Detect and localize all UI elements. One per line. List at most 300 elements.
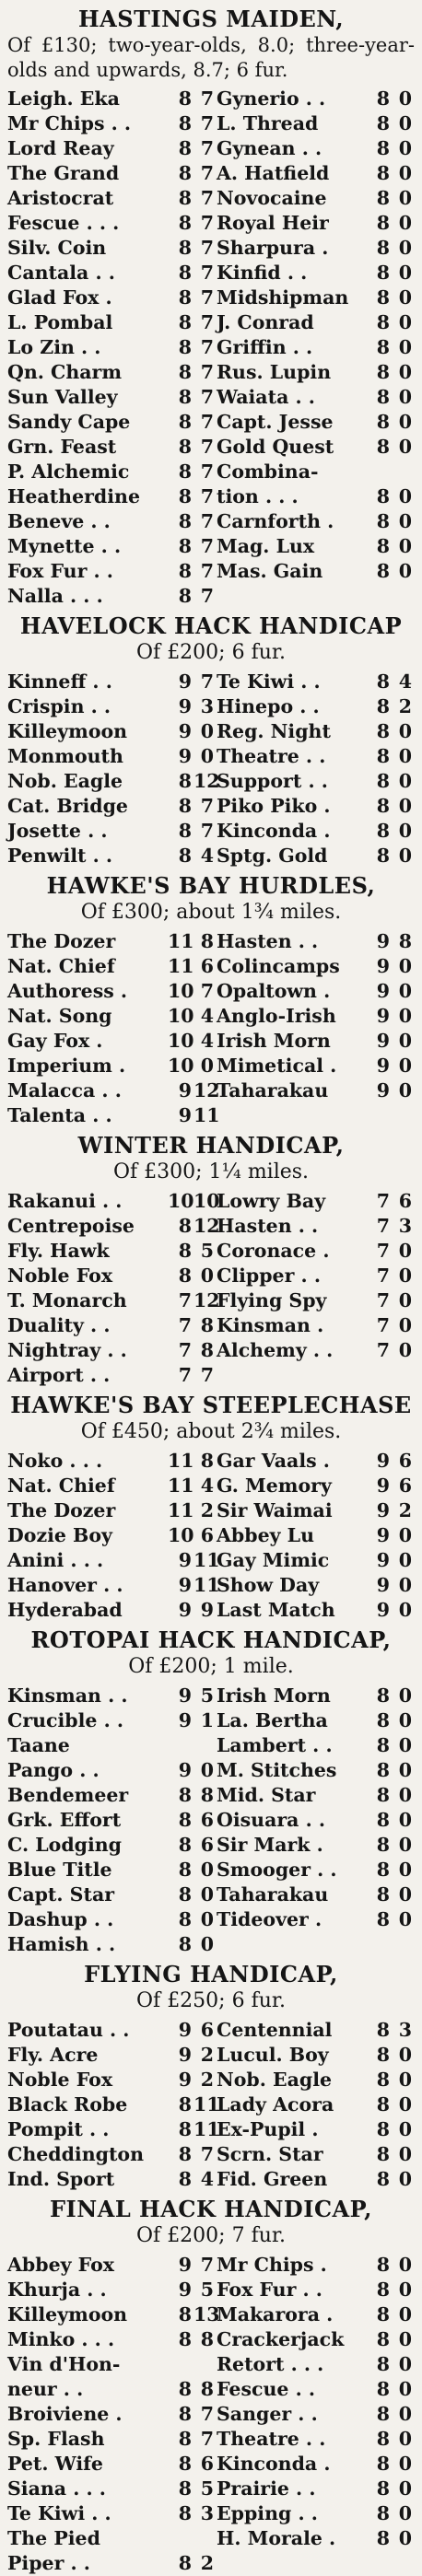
horse-entry [0,484,214,509]
weight-stone: 7 [178,1289,192,1311]
horse-name: Carnforth . [217,510,334,532]
horse-entry [211,1598,422,1623]
horse-name: Bendemeer [7,1784,129,1806]
horse-name: Aristocrat [7,187,114,209]
horse-entry [211,211,422,236]
weight-pounds: 6 [398,1450,412,1472]
horse-name: The Pied [7,2527,100,2549]
weight-pounds: 0 [398,386,412,408]
weight-stone: 8 [178,187,192,209]
horse-entry [211,1029,422,1054]
weight-stone: 8 [178,162,192,184]
horse-entry [0,1523,214,1548]
horse-entry [0,1548,220,1573]
horse-name: M. Stitches [217,1759,337,1781]
weight-stone: 8 [376,2279,390,2301]
horse-name: Pompit . . [7,2118,110,2140]
weight-stone: 9 [376,1450,390,1472]
weight-pounds: 0 [398,1709,412,1731]
horse-entry [0,1313,214,1338]
horse-name: Lady Acora [217,2093,334,2116]
horse-entry [0,1288,220,1313]
horse-name: Alchemy . . [217,1339,334,1361]
horse-name: J. Conrad [217,311,314,333]
weight-stone: 8 [178,2303,192,2325]
horse-name: The Grand [7,162,120,184]
horse-entry [211,2142,422,2167]
horse-entry [211,1054,422,1078]
weight-stone: 8 [178,2453,192,2475]
weight-stone: 9 [376,1549,390,1571]
horse-name: Authoress . [7,980,128,1002]
weight-pounds: 7 [200,2254,214,2276]
horse-name: Fescue . . [217,2378,315,2400]
horse-name: Irish Morn [217,1684,331,1707]
entries-list [0,1684,422,1957]
weight-stone: 8 [178,112,192,134]
horse-entry [211,161,422,186]
weight-pounds: 8 [200,1450,214,1472]
horse-entry [211,1833,422,1858]
weight-pounds: 3 [200,2502,214,2524]
weight-stone: 9 [178,2044,192,2066]
horse-name: C. Lodging [7,1834,123,1856]
horse-name: Mas. Gain [217,560,323,582]
weight-pounds: 0 [398,1859,412,1881]
horse-name: Crucible . . [7,1709,124,1731]
horse-name: La. Bertha [217,1709,328,1731]
horse-name: Capt. Jesse [217,411,334,433]
horse-entry [0,435,214,460]
weight-stone: 9 [178,1104,192,1126]
weight-pounds: 7 [200,485,214,507]
weight-stone: 10 [168,980,194,1002]
horse-name: neur . . [7,2378,84,2400]
horse-name: Imperium . [7,1055,126,1077]
horse-name: Hasten . . [217,1215,319,1237]
weight-stone: 8 [376,2118,390,2140]
horse-entry [0,1708,214,1733]
horse-entry [211,1523,422,1548]
weight-pounds: 7 [200,411,214,433]
horse-entry [0,460,214,484]
horse-entry [211,1363,422,1388]
weight-stone: 8 [178,336,192,358]
weight-pounds: 0 [398,2353,412,2375]
horse-entry [0,1189,220,1214]
weight-stone: 9 [376,1474,390,1497]
weight-stone: 8 [178,1859,192,1881]
horse-entry [211,136,422,161]
horse-name: Mag. Lux [217,535,315,557]
horse-entry [211,435,422,460]
weight-stone: 7 [376,1190,390,1212]
weight-stone: 8 [376,1759,390,1781]
weight-stone: 7 [376,1215,390,1237]
horse-name: Last Match [217,1599,335,1621]
weight-stone: 7 [376,1314,390,1336]
weight-stone: 8 [376,162,390,184]
weight-pounds: 7 [200,1364,214,1386]
horse-entry [0,1498,214,1523]
horse-name: Ex-Pupil . [217,2118,319,2140]
horse-name: Capt. Star [7,1883,115,1906]
weight-stone: 9 [178,1574,192,1596]
horse-entry [0,979,214,1004]
weight-stone: 8 [376,2328,390,2350]
weight-pounds: 8 [200,1314,214,1336]
weight-stone: 8 [376,1834,390,1856]
horse-name: Oisuara . . [217,1809,326,1831]
weight-stone: 8 [178,2477,192,2500]
horse-name: Anglo-Irish [217,1005,336,1027]
entries-list [0,87,422,609]
weight-pounds: 4 [398,670,412,693]
horse-entry [0,1103,220,1128]
weight-stone: 8 [376,2168,390,2190]
horse-entry [211,310,422,335]
weight-pounds: 7 [200,237,214,259]
horse-name: Cat. Bridge [7,795,128,817]
horse-entry [211,111,422,136]
horse-entry [211,410,422,435]
horse-name: Epping . . [217,2502,318,2524]
horse-entry [211,186,422,211]
horse-name: Support . . [217,770,328,792]
weight-pounds: 4 [200,1474,214,1497]
horse-name: Midshipman [217,286,349,309]
weight-stone: 8 [376,311,390,333]
weight-pounds: 0 [398,1759,412,1781]
weight-stone: 9 [376,1524,390,1546]
weight-stone: 8 [376,2428,390,2450]
weight-stone: 8 [178,1265,192,1287]
weight-pounds: 11 [193,2118,220,2140]
horse-entry [211,534,422,559]
weight-pounds: 0 [398,87,412,110]
horse-entry [0,1733,211,1758]
horse-name: Talenta . . [7,1104,112,1126]
horse-entry [0,584,214,609]
horse-name: Te Kiwi . . [7,2502,111,2524]
weight-stone: 8 [178,1834,192,1856]
weight-pounds: 0 [398,137,412,159]
horse-entry [0,286,214,310]
weight-pounds: 6 [398,1474,412,1497]
weight-pounds: 0 [398,237,412,259]
horse-name: Kinsman . [217,1314,324,1336]
weight-pounds: 0 [200,1883,214,1906]
weight-pounds: 2 [398,1499,412,1521]
weight-pounds: 2 [200,2044,214,2066]
horse-name: Hasten . . [217,930,319,952]
horse-entry [0,1054,214,1078]
weight-stone: 8 [178,2378,192,2400]
weight-stone: 10 [168,1030,194,1052]
horse-entry [211,286,422,310]
horse-entry [0,87,214,111]
weight-stone: 8 [178,237,192,259]
weight-pounds: 12 [193,1079,220,1102]
weight-pounds: 0 [398,2279,412,2301]
horse-name: Pango . . [7,1759,100,1781]
weight-pounds: 7 [200,820,214,842]
horse-entry [0,1474,214,1498]
weight-stone: 9 [376,1599,390,1621]
horse-entry [0,1858,214,1882]
horse-entry [0,2278,214,2302]
weight-stone: 8 [376,820,390,842]
weight-stone: 7 [376,1240,390,1262]
horse-name: Show Day [217,1574,320,1596]
horse-entry [0,1214,220,1239]
horse-name: Lambert . . [217,1734,333,1756]
weight-stone: 9 [178,1079,192,1102]
weight-pounds: 0 [398,1265,412,1287]
horse-name: Taharakau [217,1883,329,1906]
weight-pounds: 0 [398,1574,412,1596]
horse-entry [211,694,422,719]
horse-name: Noko . . . [7,1450,103,1472]
horse-name: Silv. Coin [7,237,107,259]
horse-entry [0,1907,214,1932]
horse-name: Rakanui . . [7,1190,123,1212]
weight-stone: 9 [178,745,192,767]
weight-pounds: 0 [398,411,412,433]
weight-stone: 8 [376,1809,390,1831]
weight-stone: 8 [178,2118,192,2140]
horse-name: Lucul. Boy [217,2044,329,2066]
weight-pounds: 0 [398,1883,412,1906]
weight-stone: 8 [376,485,390,507]
horse-name: Beneve . . [7,510,111,532]
horse-entry [0,136,214,161]
weight-pounds: 5 [200,2279,214,2301]
weight-stone: 8 [178,2428,192,2450]
horse-entry [211,2501,422,2526]
horse-name: P. Alchemic [7,460,130,483]
horse-entry [211,2092,422,2117]
horse-entry [0,2526,211,2551]
race-conditions: Of £300; about 1¾ miles. [80,901,342,924]
weight-stone: 8 [178,795,192,817]
horse-name: Penwilt . . [7,845,113,867]
horse-name: Grk. Effort [7,1809,122,1831]
weight-pounds: 7 [200,112,214,134]
entries-list [0,929,422,1128]
weight-pounds: 0 [398,1599,412,1621]
horse-name: Hanover . . [7,1574,123,1596]
horse-entry [211,335,422,360]
weight-pounds: 0 [398,1339,412,1361]
horse-entry [211,1214,422,1239]
weight-pounds: 7 [200,162,214,184]
weight-pounds: 7 [200,535,214,557]
horse-entry [211,954,422,979]
weight-pounds: 0 [398,1908,412,1930]
horse-name: Smooger . . [217,1859,337,1881]
horse-name: Poutatau . . [7,2019,130,2041]
horse-entry [211,2278,422,2302]
horse-entry [211,1004,422,1029]
horse-entry [211,460,422,484]
weight-pounds: 0 [398,212,412,234]
horse-entry [211,670,422,694]
race-title: FINAL HACK HANDICAP, [50,2196,372,2222]
weight-pounds: 0 [398,187,412,209]
horse-entry [211,794,422,819]
weight-stone: 8 [376,670,390,693]
horse-entry [0,1932,214,1957]
horse-name: Cheddington [7,2143,145,2165]
weight-pounds: 7 [200,212,214,234]
horse-entry [0,2018,214,2043]
horse-entry [211,385,422,410]
weight-pounds: 2 [200,1499,214,1521]
horse-name: Minko . . . [7,2328,115,2350]
horse-entry [211,2117,422,2142]
weight-stone: 8 [178,1908,192,1930]
weight-pounds: 6 [398,1190,412,1212]
horse-entry [0,2352,211,2377]
weight-pounds: 11 [193,2093,220,2116]
horse-entry [0,211,214,236]
weight-stone: 11 [168,1450,194,1472]
horse-name: Mimetical . [217,1055,337,1077]
weight-pounds: 7 [200,137,214,159]
weight-stone: 8 [376,2303,390,2325]
horse-name: Ind. Sport [7,2168,115,2190]
weight-pounds: 0 [398,2069,412,2091]
weight-pounds: 7 [200,286,214,309]
horse-entry [211,1498,422,1523]
horse-entry [0,769,220,794]
horse-name: Nob. Eagle [217,2069,333,2091]
horse-name: Prairie . . [217,2477,316,2500]
horse-name: Tideover . [217,1908,322,1930]
horse-entry [211,2068,422,2092]
weight-pounds: 1 [200,1709,214,1731]
race-title: HAWKE'S BAY HURDLES, [46,872,376,899]
horse-entry [0,509,214,534]
horse-name: Airport . . [7,1364,111,1386]
horse-entry [211,360,422,385]
race-conditions: Of £300; 1¼ miles. [112,1160,310,1183]
weight-stone: 9 [178,670,192,693]
horse-name: Grn. Feast [7,436,117,458]
weight-pounds: 8 [200,2378,214,2400]
horse-name: Flying Spy [217,1289,327,1311]
horse-entry [0,1684,214,1708]
horse-name: Sharpura . [217,237,329,259]
weight-stone: 8 [376,745,390,767]
entries-list [0,670,422,868]
race-conditions: Of £200; 1 mile. [128,1655,294,1678]
horse-name: Crackerjack [217,2328,345,2350]
horse-entry [211,2018,422,2043]
race-section [0,874,422,1128]
horse-entry [211,1783,422,1808]
weight-pounds: 0 [398,112,412,134]
horse-entry [0,2092,220,2117]
weight-stone: 8 [178,436,192,458]
horse-name: Fox Fur . . [7,560,113,582]
horse-entry [0,1363,214,1388]
weight-pounds: 7 [200,460,214,483]
horse-name: Clipper . . [217,1265,321,1287]
horse-name: Combina- [217,460,319,483]
weight-stone: 8 [376,1734,390,1756]
horse-entry [211,2526,422,2551]
horse-name: T. Monarch [7,1289,127,1311]
horse-name: Kinsman . . [7,1684,128,1707]
weight-pounds: 0 [398,2143,412,2165]
weight-stone: 8 [376,237,390,259]
weight-stone: 8 [178,845,192,867]
horse-entry [211,1078,422,1103]
horse-name: Sir Mark . [217,1834,323,1856]
weight-stone: 8 [376,386,390,408]
race-section [0,1963,422,2192]
weight-pounds: 3 [200,695,214,717]
horse-entry [0,2477,214,2501]
weight-stone: 9 [178,2069,192,2091]
weight-pounds: 7 [200,510,214,532]
horse-entry [211,2253,422,2278]
weight-pounds: 7 [200,87,214,110]
weight-stone: 8 [376,187,390,209]
race-title: ROTOPAI HACK HANDICAP, [30,1626,392,1653]
weight-pounds: 0 [398,162,412,184]
horse-entry [211,1708,422,1733]
horse-name: Abbey Lu [217,1524,314,1546]
horse-entry [211,236,422,261]
weight-pounds: 0 [398,2502,412,2524]
weight-stone: 8 [178,411,192,433]
weight-pounds: 7 [200,436,214,458]
horse-name: Noble Fox [7,1265,113,1287]
weight-stone: 8 [178,2143,192,2165]
horse-entry [211,2402,422,2427]
horse-entry [0,2402,214,2427]
horse-entry [211,1907,422,1932]
horse-entry [0,310,214,335]
horse-entry [0,1264,214,1288]
race-section [0,2197,422,2576]
weight-stone: 8 [376,845,390,867]
weight-pounds: 7 [200,560,214,582]
horse-name: Cantala . . [7,262,115,284]
horse-entry [211,2427,422,2452]
weight-pounds: 0 [398,1684,412,1707]
weight-pounds: 2 [200,2552,214,2574]
horse-name: Lord Reay [7,137,114,159]
weight-pounds: 0 [398,2403,412,2425]
weight-stone: 8 [178,460,192,483]
horse-entry [0,1833,214,1858]
race-section [0,1628,422,1957]
horse-entry [211,2352,422,2377]
weight-pounds: 4 [200,2168,214,2190]
horse-entry [0,360,214,385]
weight-pounds: 0 [200,1933,214,1955]
horse-entry [211,1264,422,1288]
horse-name: Gar Vaals . [217,1450,330,1472]
horse-name: Broiviene . [7,2403,123,2425]
weight-stone: 8 [376,1859,390,1881]
horse-name: Royal Heir [217,212,329,234]
weight-pounds: 0 [398,845,412,867]
